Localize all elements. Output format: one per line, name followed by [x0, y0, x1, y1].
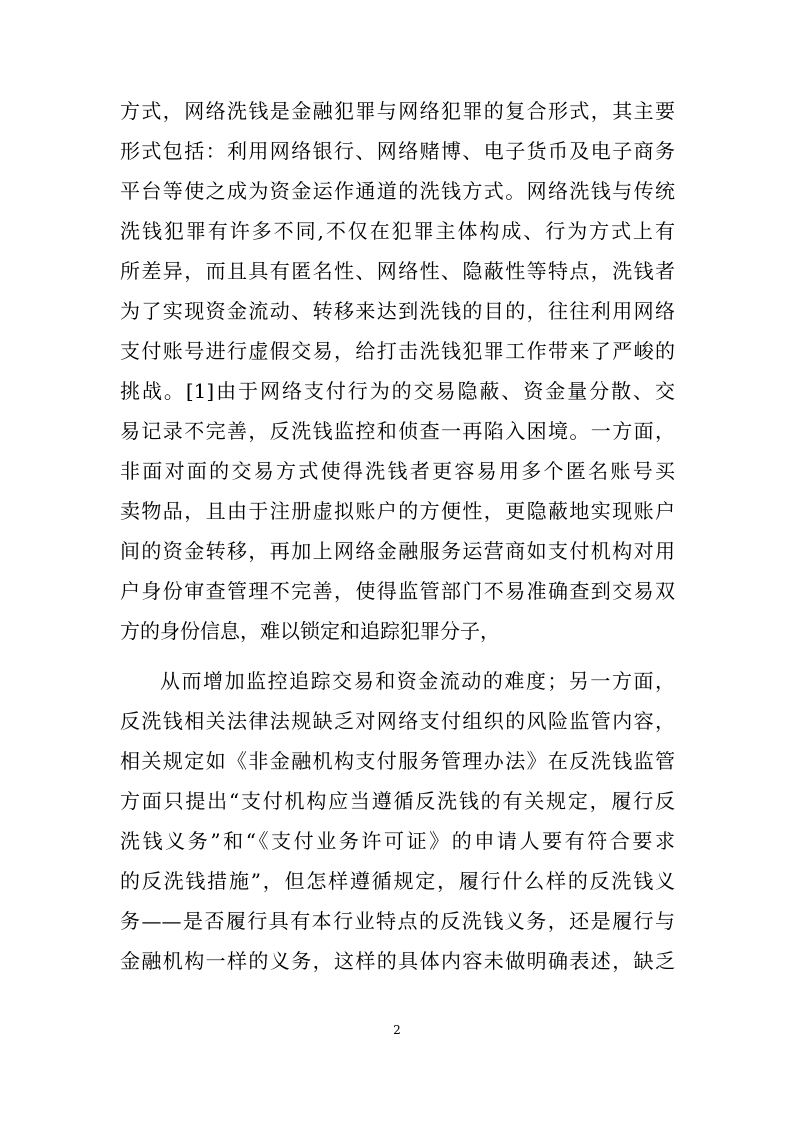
text-line: 间的资金转移，再加上网络金融服务运营商如支付机构对用: [120, 539, 675, 563]
text-line: 为了实现资金流动、转移来达到洗钱的目的，往往利用网络: [120, 299, 675, 323]
text-line: 洗钱犯罪有许多不同,不仅在犯罪主体构成、行为方式上有: [120, 219, 675, 243]
text-line: 支付账号进行虚假交易，给打击洗钱犯罪工作带来了严峻的: [120, 339, 675, 363]
text-line: 户身份审查管理不完善，使得监管部门不易准确查到交易双: [120, 579, 675, 603]
text-line: 卖物品，且由于注册虚拟账户的方便性，更隐蔽地实现账户: [120, 499, 675, 523]
text-line: 反洗钱相关法律法规缺乏对网络支付组织的风险监管内容，: [120, 709, 675, 733]
text-line: 方式，网络洗钱是金融犯罪与网络犯罪的复合形式，其主要: [120, 99, 675, 123]
text-line: 从而增加监控追踪交易和资金流动的难度；另一方面，: [160, 669, 675, 693]
text-line: 非面对面的交易方式使得洗钱者更容易用多个匿名账号买: [120, 459, 675, 483]
page-number: 2: [393, 1023, 401, 1037]
text-line: 易记录不完善，反洗钱监控和侦查一再陷入困境。一方面，: [120, 419, 675, 443]
text-line: 洗钱义务”和“《支付业务许可证》的申请人要有符合要求: [120, 829, 675, 853]
text-line: 所差异，而且具有匿名性、网络性、隐蔽性等特点，洗钱者: [120, 259, 675, 283]
text-line: 挑战。[1]由于网络支付行为的交易隐蔽、资金量分散、交: [120, 379, 675, 403]
text-line: 务——是否履行具有本行业特点的反洗钱义务，还是履行与: [120, 909, 675, 933]
text-line: 平台等使之成为资金运作通道的洗钱方式。网络洗钱与传统: [120, 179, 675, 203]
text-line: 金融机构一样的义务，这样的具体内容未做明确表述，缺乏: [120, 949, 675, 973]
text-line: 形式包括：利用网络银行、网络赌博、电子货币及电子商务: [120, 139, 675, 163]
text-line: 方的身份信息，难以锁定和追踪犯罪分子，: [120, 619, 500, 643]
text-line: 相关规定如《非金融机构支付服务管理办法》在反洗钱监管: [120, 749, 675, 773]
text-line: 的反洗钱措施”，但怎样遵循规定，履行什么样的反洗钱义: [120, 869, 675, 893]
text-line: 方面只提出“支付机构应当遵循反洗钱的有关规定，履行反: [120, 789, 675, 813]
